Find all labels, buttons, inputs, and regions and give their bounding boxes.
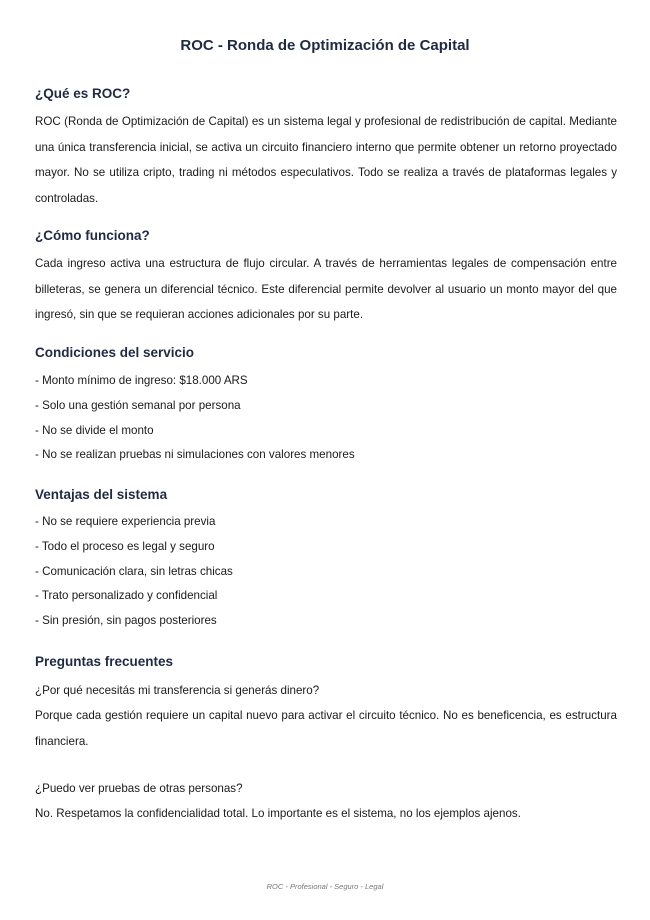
paragraph-como-funciona: Cada ingreso activa una estructura de flujo circular. A través de herramientas legales de compensación entre billeteras, se genera un diferencial técnico. Este diferencial permite devolver al usuario un monto mayor del que ingresó, sin que se requieran acciones adicionales por su parte. bbox=[35, 257, 617, 321]
faq-question-2: ¿Puedo ver pruebas de otras personas? bbox=[35, 782, 243, 795]
faq-answer-2: No. Respetamos la confidencialidad total. Lo importante es el sistema, no los ejemplos ajenos. bbox=[35, 807, 521, 820]
heading-ventajas: Ventajas del sistema bbox=[35, 487, 168, 502]
list-condiciones bbox=[35, 369, 355, 468]
heading-faq: Preguntas frecuentes bbox=[35, 654, 174, 669]
page-footer: ROC - Profesional - Seguro - Legal bbox=[266, 882, 384, 891]
list-item: - Todo el proceso es legal y seguro bbox=[35, 539, 215, 553]
list-item: - Solo una gestión semanal por persona bbox=[35, 398, 241, 412]
list-item: - Comunicación clara, sin letras chicas bbox=[35, 564, 233, 578]
heading-condiciones: Condiciones del servicio bbox=[35, 345, 195, 360]
heading-que-es: ¿Qué es ROC? bbox=[35, 86, 131, 101]
list-item: - No se divide el monto bbox=[35, 423, 154, 437]
paragraph-que-es: ROC (Ronda de Optimización de Capital) es un sistema legal y profesional de redistribución de capital. Mediante una única transferencia inicial, se activa un circuito financiero interno que permite obtener un retorno proyectado mayor. No se utiliza cripto, trading ni métodos especulativos. Todo se realiza a través de plataformas legales y controladas. bbox=[35, 115, 617, 205]
list-item: - Sin presión, sin pagos posteriores bbox=[35, 614, 217, 628]
list-item: - Monto mínimo de ingreso: $18.000 ARS bbox=[35, 374, 248, 387]
list-ventajas bbox=[35, 510, 233, 634]
list-item: - No se requiere experiencia previa bbox=[35, 515, 216, 528]
faq-answer-1: Porque cada gestión requiere un capital nuevo para activar el circuito técnico. No es beneficencia, es estructura financiera. bbox=[35, 709, 617, 748]
list-item: - No se realizan pruebas ni simulaciones con valores menores bbox=[35, 448, 355, 462]
page-title: ROC - Ronda de Optimización de Capital bbox=[180, 37, 470, 54]
heading-como-funciona: ¿Cómo funciona? bbox=[35, 228, 150, 243]
list-item: - Trato personalizado y confidencial bbox=[35, 589, 218, 603]
faq-question-1: ¿Por qué necesitás mi transferencia si generás dinero? bbox=[35, 684, 320, 697]
